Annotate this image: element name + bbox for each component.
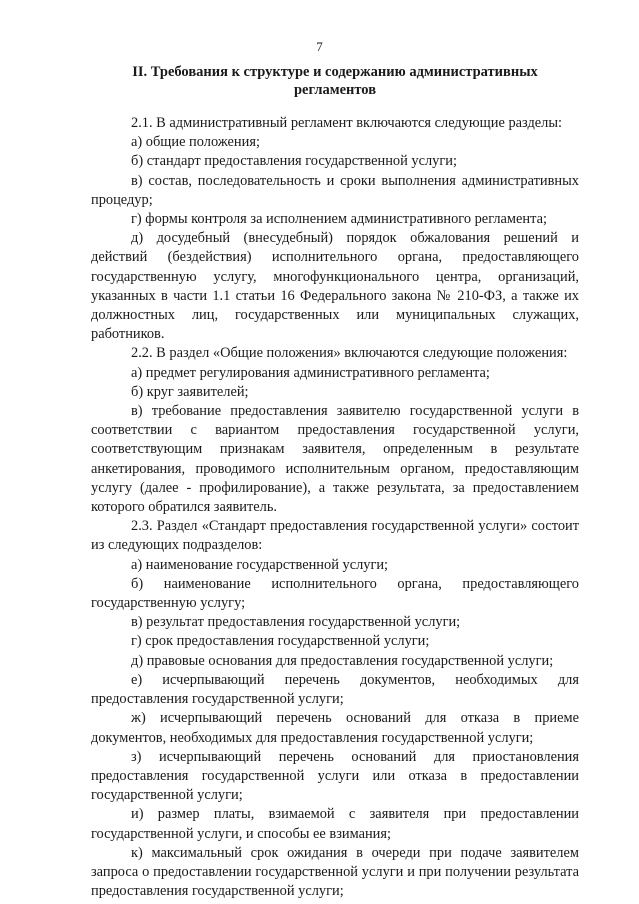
- list-item-v: в) состав, последовательность и сроки выполнения административных процедур;: [91, 172, 579, 208]
- page-number: 7: [316, 39, 323, 54]
- list-item-zh: ж) исчерпывающий перечень оснований для отказа в приеме документов, необходимых для предоставления государственной услуги;: [91, 710, 579, 746]
- list-item-k: к) максимальный срок ожидания в очереди при подаче заявителем запроса о предоставлении государственной услуги и при получении результата предоставления государственной услуги;: [91, 844, 579, 900]
- list-item-b: б) стандарт предоставления государственной услуги;: [131, 153, 457, 170]
- list-item-a: а) наименование государственной услуги;: [131, 556, 389, 573]
- section-heading-line-1: II. Требования к структуре и содержанию административных: [132, 64, 538, 80]
- document-body: [91, 114, 579, 901]
- list-item-d: д) правовые основания для предоставления государственной услуги;: [131, 652, 554, 669]
- section-heading: [90, 63, 580, 99]
- list-item-e: е) исчерпывающий перечень документов, необходимых для предоставления государственной услуги;: [91, 671, 579, 708]
- list-item-i: и) размер платы, взимаемой с заявителя при предоставлении государственной услуги, и способы ее взимания;: [91, 806, 579, 842]
- list-item-z: з) исчерпывающий перечень оснований для приостановления предоставления государственной услуги или отказа в предоставлении государственной услуги;: [91, 748, 579, 804]
- paragraph-2-3: 2.3. Раздел «Стандарт предоставления государственной услуги» состоит из следующих подразделов:: [91, 518, 579, 554]
- section-heading-line-2: регламентов: [293, 82, 377, 98]
- list-item-a: а) предмет регулирования административного регламента;: [131, 364, 490, 381]
- list-item-a: а) общие положения;: [131, 134, 260, 151]
- paragraph-2-1: 2.1. В административный регламент включаются следующие разделы:: [131, 115, 563, 131]
- list-item-g: г) срок предоставления государственной услуги;: [131, 633, 430, 650]
- list-item-b: б) наименование исполнительного органа, предоставляющего государственную услугу;: [91, 575, 579, 612]
- list-item-d: д) досудебный (внесудебный) порядок обжалования решений и действий (бездействия) исполнительного органа, предоставляющего государственную услугу, многофункционального центра, организаций, указанных в части 1.1 статьи 16 Федерального закона № 210-ФЗ, а также их должностных лиц, государственных или муниципальных служащих, работников.: [91, 230, 579, 343]
- list-item-b: б) круг заявителей;: [131, 383, 249, 400]
- list-item-v: в) результат предоставления государственной услуги;: [131, 614, 461, 631]
- list-item-v: в) требование предоставления заявителю государственной услуги в соответствии с вариантом предоставления государственной услуги, соответствующим признакам заявителя, определенным в результате анкетирования, проводимого исполнительным органом, предоставляющим услугу (далее - профилирование), а также результата, за предоставлением которого обратился заявитель.: [91, 403, 579, 516]
- paragraph-2-2: 2.2. В раздел «Общие положения» включаются следующие положения:: [131, 345, 568, 362]
- list-item-g: г) формы контроля за исполнением административного регламента;: [131, 211, 547, 228]
